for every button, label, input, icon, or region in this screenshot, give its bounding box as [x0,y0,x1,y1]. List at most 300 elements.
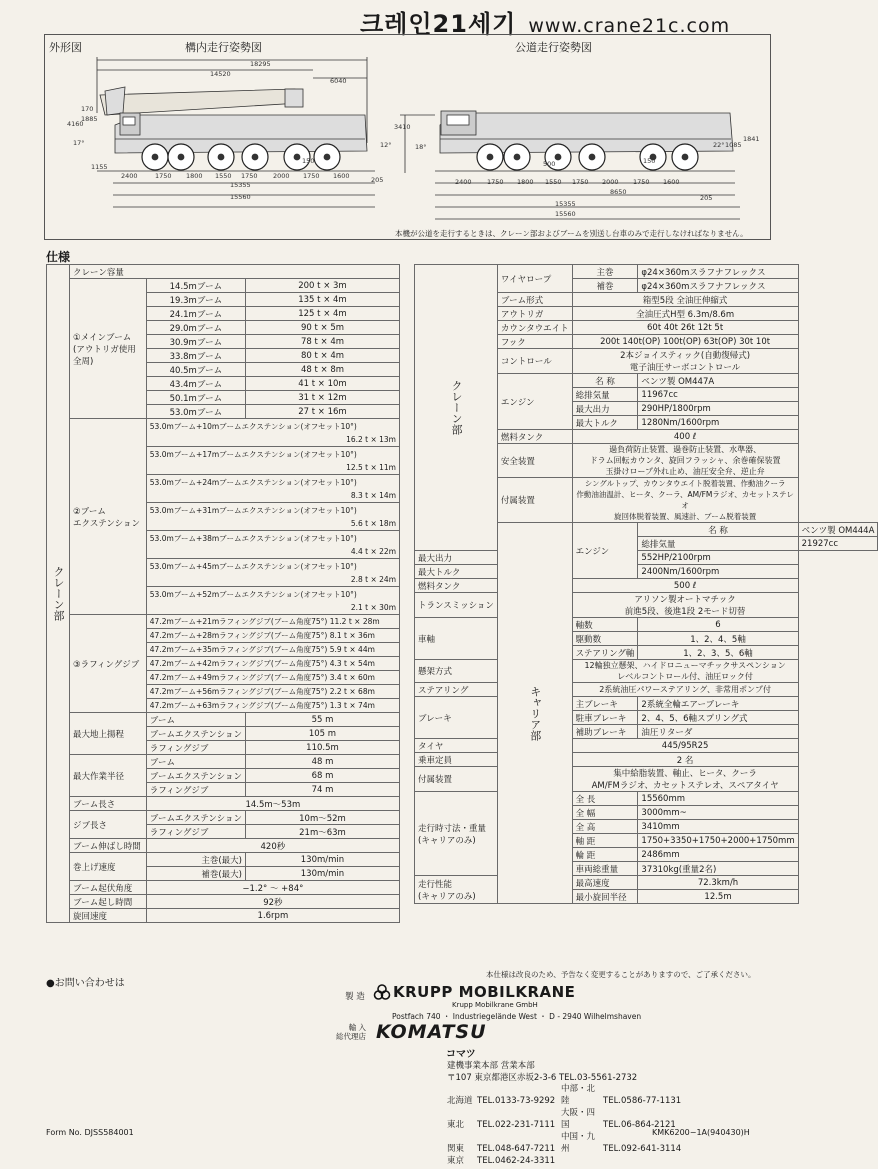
extension-capacity: 2.1 t × 30m [350,602,396,612]
table-row [47,895,400,909]
hook-label: フック [497,335,572,349]
yard-dim-h2: 170 [81,105,94,113]
office-list [447,1083,681,1167]
spec-value: 130m/min [245,867,399,881]
road-dim-500: 500 [543,160,556,168]
road-axle-dim: 1800 [517,178,534,186]
spec-title: 仕様 [46,250,71,264]
spec-value: 2400Nm/1600rpm [638,565,798,579]
seating-label: 乗車定員 [415,753,498,767]
manufacturer-label: 製 造 [345,992,365,1002]
spec-value: 10m〜52m [245,811,399,825]
spec-value: 37310kg(重量2名) [638,862,798,876]
office-area: 東京 [447,1156,465,1166]
table-row [415,683,878,697]
outrigger-label: アウトリガ [497,307,572,321]
jib-row [146,657,399,671]
spec-key: 総排気量 [572,388,638,402]
jib-length-label: ジブ長さ [70,811,147,839]
site-name: 크레인21세기 [360,10,517,38]
yard-dim-h3: 1885 [81,115,98,123]
office-area: 東北 [447,1120,465,1130]
spec-key: 主巻(最大) [146,853,245,867]
spec-value: 48 m [245,755,399,769]
extension-desc: 53.0mブーム+45mブームエクステンション(オフセット10°) [149,561,357,571]
spec-key: 全 幅 [572,806,638,820]
spec-key: 補助ブレーキ [572,725,638,739]
extension-row [146,531,399,559]
road-travel-note: 本機が公道を走行するときは、クレーン部およびブームを別送し台車のみで走行しなければなりません。 [395,229,748,238]
spec-key: 主巻 [572,265,638,279]
boom-length: 50.1mブーム [146,391,245,405]
boom-length: 30.9mブーム [146,335,245,349]
jib-desc: 47.2mブーム+28mラフィングジブ(ブーム角度75°) [149,631,328,640]
jib-desc: 47.2mブーム+49mラフィングジブ(ブーム角度75°) [149,673,328,682]
extension-desc: 53.0mブーム+31mブームエクステンション(オフセット10°) [149,505,357,515]
table-row [415,660,878,683]
table-row [415,876,878,890]
yard-axle-dim: 2000 [273,172,290,180]
extension-desc: 53.0mブーム+17mブームエクステンション(オフセット10°) [149,449,357,459]
outrigger-value: 全油圧式H型 6.3m/8.6m [572,307,798,321]
table-row [415,579,878,593]
boom-length: 29.0mブーム [146,321,245,335]
spec-key: 全 長 [572,792,638,806]
extension-capacity: 12.5 t × 11m [346,462,396,472]
travel-performance-label: 走行性能 (キャリアのみ) [415,876,498,904]
outline-label: 外形図 [49,41,82,54]
boom-capacity: 200 t × 3m [245,279,399,293]
yard-posture-label: 構内走行姿勢図 [185,41,262,54]
spec-value: 68 m [245,769,399,783]
spec-value: 2486mm [638,848,798,862]
office-tel: TEL.06-864-2121 [603,1120,676,1130]
table-row [47,615,400,629]
outline-drawing-box [44,34,771,240]
table-row [415,565,878,579]
crane-fuel-value: 400 ℓ [572,430,798,444]
lift-height-label: 最大地上揚程 [70,713,147,755]
transmission-value: アリソン製オートマチック 前進5段、後進1段 2モード切替 [572,593,798,618]
road-dim-length: 15355 [555,200,576,208]
road-dim-angle-rear: 22° [713,141,725,149]
derrick-angle-value: −1.2° 〜 +84° [146,881,399,895]
jib-row [146,671,399,685]
jib-row [146,615,399,629]
boom-capacity: 41 t × 10m [245,377,399,391]
yard-crane-diagram [45,53,405,223]
extension-desc: 53.0mブーム+52mブームエクステンション(オフセット10°) [149,589,357,599]
boom-length: 24.1mブーム [146,307,245,321]
yard-axle-dim: 2400 [121,172,138,180]
carrier-fuel-label: 燃料タンク [415,579,498,593]
boom-length: 14.5mブーム [146,279,245,293]
road-dim-total: 15560 [555,210,576,218]
counterweight-label: カウンタウエイト [497,321,572,335]
boom-capacity: 27 t × 16m [245,405,399,419]
carrier-accessories-label: 付属装置 [415,767,498,792]
derrick-angle-label: ブーム起伏角度 [70,881,147,895]
extension-row [146,559,399,587]
jib-capacity: 1.3 t × 74m [329,701,375,710]
spec-key: ラフィングジブ [146,783,245,797]
office-tel: TEL.092-641-3114 [603,1144,682,1154]
spec-value: 3410mm [638,820,798,834]
spec-key: 最大出力 [415,551,498,565]
spec-value: ベンツ製 OM444A [798,523,878,537]
tire-value: 445/95R25 [572,739,798,753]
krupp-address: Postfach 740 ・ Industriegelände West ・ D - 2940 Wilhelmshaven [392,1012,642,1021]
spec-key: 最大トルク [415,565,498,579]
crane-fuel-label: 燃料タンク [497,430,572,444]
extension-desc: 53.0mブーム+10mブームエクステンション(オフセット10°) [149,421,357,431]
spec-value: 2系統全輪エアーブレーキ [638,697,798,711]
suspension-label: 懸架方式 [415,660,498,683]
jib-capacity: 2.2 t × 68m [329,687,375,696]
spec-key: 名 称 [572,374,638,388]
office-area: 中国・九州 [561,1132,596,1154]
jib-desc: 47.2mブーム+21mラフィングジブ(ブーム角度75°) [149,617,328,626]
spec-key: 補巻(最大) [146,867,245,881]
spec-key: 最大出力 [572,402,638,416]
office-tel: TEL.048-647-7211 [477,1144,556,1154]
office-area: 大阪・四国 [561,1108,596,1130]
spec-value: 21927cc [798,537,878,551]
department: 建機事業本部 営業本部 [447,1061,535,1071]
spec-key: ラフィングジブ [146,741,245,755]
table-row [47,909,400,923]
spec-value: 105 m [245,727,399,741]
spec-key: 最小旋回半径 [572,890,638,904]
derrick-time-label: ブーム起し時間 [70,895,147,909]
spec-value: 1、2、4、5軸 [638,632,798,646]
spec-value: 15560mm [638,792,798,806]
extension-row [146,475,399,503]
spec-value: 6 [638,618,798,632]
suspension-value: 12輪独立懸架、ハイドロニューマチックサスペンション レベルコントロール付、油圧ロック付 [572,660,798,683]
table-row [47,853,400,867]
office-area: 関東 [447,1144,465,1154]
wire-rope-label: ワイヤロープ [497,265,572,293]
spec-value: 290HP/1800rpm [638,402,798,416]
table-row [415,767,878,792]
extension-desc: 53.0mブーム+24mブームエクステンション(オフセット10°) [149,477,357,487]
komatsu-logo: KOMATSU [376,1021,487,1043]
axle-label: 車軸 [415,618,498,660]
derrick-time-value: 92秒 [146,895,399,909]
spec-value: 1、2、3、5、6軸 [638,646,798,660]
road-dim-tail: 205 [700,194,713,202]
office-tel: TEL.0462-24-3311 [477,1156,556,1166]
jib-desc: 47.2mブーム+56mラフィングジブ(ブーム角度75°) [149,687,328,696]
yard-dim-height: 4160 [67,120,84,128]
extension-row [146,447,399,475]
table-row [415,618,878,632]
jib-desc: 47.2mブーム+42mラフィングジブ(ブーム角度75°) [149,659,328,668]
table-row [47,839,400,853]
crane-engine-label: エンジン [497,374,572,430]
spec-value: 12.5m [638,890,798,904]
jib-label: ③ラフィングジブ [70,615,147,713]
carrier-engine-label: エンジン [572,523,638,579]
spec-key: ラフィングジブ [146,825,245,839]
table-row [47,265,400,279]
jib-capacity: 3.4 t × 60m [329,673,375,682]
spec-value: 3000mm~ [638,806,798,820]
spec-value: 72.3km/h [638,876,798,890]
extension-capacity: 8.3 t × 14m [350,490,396,500]
spec-key: 最高速度 [572,876,638,890]
boom-type-label: ブーム形式 [497,293,572,307]
office-row [447,1083,681,1107]
carrier-category-label: キャリア部 [497,523,572,904]
krupp-logo: KRUPP MOBILKRANE [393,983,576,1001]
spec-key: 総排気量 [638,537,798,551]
road-axle-dim: 1750 [572,178,589,186]
yard-axle-dim: 1550 [215,172,232,180]
table-row [415,551,878,565]
spec-key: 軸 距 [572,834,638,848]
form-number: Form No. DJSS584001 [46,1128,134,1137]
office-area: 北海道 [447,1096,473,1106]
spec-value: 2、4、5、6軸スプリング式 [638,711,798,725]
jib-capacity: 11.2 t × 28m [329,617,380,626]
crane-category-label: クレーン部 [415,265,498,551]
table-row [47,713,400,727]
swing-speed-value: 1.6rpm [146,909,399,923]
crane-accessories-label: 付属装置 [497,478,572,523]
road-carrier-diagram [395,53,770,223]
road-axle-dim: 2400 [455,178,472,186]
safety-label: 安全装置 [497,444,572,478]
road-dim-h5: 1085 [725,141,742,149]
extend-time-value: 420秒 [146,839,399,853]
jib-row [146,629,399,643]
capacity-header: クレーン容量 [70,265,400,279]
spec-value: 74 m [245,783,399,797]
table-row [47,811,400,825]
spec-value: φ24×360mスラフナフレックス [638,265,798,279]
crane-category-label: クレーン部 [47,265,70,923]
safety-value: 過負荷防止装置、過巻防止装置、水準器、 ドラム回転カウンタ、旋回フラッシャ、余巻確保装置 玉掛けロープ外れ止め、油圧安全弁、逆止弁 [572,444,798,478]
spec-value: 1750+3350+1750+2000+1750mm [638,834,798,848]
hook-value: 200t 140t(OP) 100t(OP) 63t(OP) 30t 10t [572,335,798,349]
spec-key: 全 高 [572,820,638,834]
table-row [415,697,878,711]
extension-capacity: 16.2 t × 13m [346,434,396,444]
spec-key: 補巻 [572,279,638,293]
boom-type-value: 箱型5段 全油圧伸縮式 [572,293,798,307]
krupp-company: Krupp Mobilkrane GmbH [452,1001,538,1009]
spec-value: 552HP/2100rpm [638,551,798,565]
table-row [415,265,878,279]
table-row [47,881,400,895]
yard-dim-overall: 18295 [250,60,271,68]
boom-capacity: 80 t × 4m [245,349,399,363]
jib-desc: 47.2mブーム+63mラフィングジブ(ブーム角度75°) [149,701,328,710]
spec-value: 1280Nm/1600rpm [638,416,798,430]
spec-value: ベンツ製 OM447A [638,374,798,388]
yard-dim-rear: 6040 [330,77,347,85]
table-row [47,279,400,293]
boom-capacity: 31 t × 12m [245,391,399,405]
crane-spec-table-left [46,264,400,923]
brake-label: ブレーキ [415,697,498,739]
head-office: 〒107 東京都港区赤坂2-3-6 TEL.03-5561-2732 [447,1073,638,1083]
crane-spec-table-right [414,264,878,904]
extension-label: ②ブーム エクステンション [70,419,147,615]
spec-key: 名 称 [638,523,798,537]
carrier-fuel-value: 500 ℓ [572,579,798,593]
spec-key: 最大トルク [572,416,638,430]
boom-length: 33.8mブーム [146,349,245,363]
yard-dim-total: 15560 [230,193,251,201]
office-row [447,1107,681,1131]
spec-value: 21m〜63m [245,825,399,839]
boom-capacity: 48 t × 8m [245,363,399,377]
boom-capacity: 90 t × 5m [245,321,399,335]
jib-capacity: 4.3 t × 54m [329,659,375,668]
yard-dim-boom: 14520 [210,70,231,78]
jib-capacity: 8.1 t × 36m [329,631,375,640]
yard-axle-dim: 1750 [303,172,320,180]
spec-value: 11967cc [638,388,798,402]
road-axle-dim: 1600 [663,178,680,186]
yard-axle-dim: 1600 [333,172,350,180]
spec-key: 軸数 [572,618,638,632]
spec-key: ステアリング軸 [572,646,638,660]
yard-dim-front-overhang: 1155 [91,163,108,171]
tire-label: タイヤ [415,739,498,753]
spec-key: 車両総重量 [572,862,638,876]
krupp-rings-icon [374,984,390,1000]
crane-accessories-value: シングルトップ、カウンタウエイト脱着装置、作動油クーラ 作動油油温計、ヒータ、クーラ、AM/FMラジオ、カセットステレオ 旋回体脱着装置、風速計、ブーム脱着装置 [572,478,798,523]
spec-key: ブーム [146,713,245,727]
main-boom-label: ①メインブーム (アウトリガ使用全周) [70,279,147,419]
yard-dim-150: 150 [302,157,315,165]
office-tel: TEL.0586-77-1131 [603,1096,682,1106]
office-row [447,1155,681,1167]
table-row [47,755,400,769]
boom-capacity: 135 t × 4m [245,293,399,307]
steering-label: ステアリング [415,683,498,697]
jib-row [146,685,399,699]
jib-row [146,699,399,713]
swing-speed-label: 旋回速度 [70,909,147,923]
spec-value: 110.5m [245,741,399,755]
boom-length: 43.4mブーム [146,377,245,391]
transmission-label: トランスミッション [415,593,498,618]
road-posture-label: 公道走行姿勢図 [515,41,592,54]
extension-desc: 53.0mブーム+38mブームエクステンション(オフセット10°) [149,533,357,543]
road-axle-dim: 1550 [545,178,562,186]
travel-dims-label: 走行時寸法・重量 (キャリアのみ) [415,792,498,876]
yard-axle-dim: 1750 [155,172,172,180]
control-value: 2本ジョイスティック(自動復帰式) 電子油圧サーボコントロール [572,349,798,374]
spec-key: ブームエクステンション [146,769,245,783]
boom-length: 53.0mブーム [146,405,245,419]
hoist-speed-label: 巻上げ速度 [70,853,147,881]
table-row [415,792,878,806]
boom-capacity: 125 t × 4m [245,307,399,321]
spec-key: 駆動数 [572,632,638,646]
spec-value: 130m/min [245,853,399,867]
spec-value: φ24×360mスラフナフレックス [638,279,798,293]
yard-dim-angle-rear: 12° [380,141,392,149]
jib-capacity: 5.9 t × 44m [329,645,375,654]
extension-row [146,503,399,531]
boom-capacity: 78 t × 4m [245,335,399,349]
spec-value: 55 m [245,713,399,727]
extension-capacity: 5.6 t × 18m [350,518,396,528]
yard-dim-length: 15355 [230,181,251,189]
extension-capacity: 2.8 t × 24m [350,574,396,584]
yard-dim-angle-front: 17° [73,139,85,147]
office-tel: TEL.022-231-7111 [477,1120,556,1130]
road-dim-angle-front: 18° [415,143,427,151]
road-dim-h3: 1841 [743,135,760,143]
road-axle-dim: 1750 [487,178,504,186]
site-url: www.crane21c.com [528,15,731,37]
extension-row [146,587,399,615]
seating-value: 2 名 [572,753,798,767]
road-axle-dim: 1750 [633,178,650,186]
change-notice: 本仕様は改良のため、予告なく変更することがありますので、ご了承ください。 [486,970,756,979]
importer-label: 輸 入 総代理店 [336,1023,366,1041]
table-row [415,739,878,753]
spec-key: ブームエクステンション [146,811,245,825]
jib-row [146,643,399,657]
office-area: 中部・北陸 [561,1084,596,1106]
yard-axle-dim: 1800 [186,172,203,180]
boom-length: 19.3mブーム [146,293,245,307]
table-row [415,593,878,618]
control-label: コントロール [497,349,572,374]
contact-label: ●お問い合わせは [46,978,125,989]
extension-row [146,419,399,447]
carrier-accessories-value: 集中給脂装置、軸止、ヒータ、クーラ AM/FMラジオ、カセットステレオ、スペアタイヤ [572,767,798,792]
boom-length-value: 14.5m〜53m [146,797,399,811]
spec-key: 輪 距 [572,848,638,862]
boom-length: 40.5mブーム [146,363,245,377]
road-axle-dim: 2000 [602,178,619,186]
extension-capacity: 4.4 t × 22m [350,546,396,556]
spec-value: 油圧リターダ [638,725,798,739]
table-row [415,753,878,767]
road-dim-8650: 8650 [610,188,627,196]
steering-value: 2系統油圧パワーステアリング、非常用ポンプ付 [572,683,798,697]
office-tel: TEL.0133-73-9292 [477,1096,556,1106]
counterweight-value: 60t 40t 26t 12t 5t [572,321,798,335]
jib-desc: 47.2mブーム+35mラフィングジブ(ブーム角度75°) [149,645,328,654]
document-code: KMK6200−1A(940430)H [652,1128,750,1137]
road-dim-150: 150 [643,157,656,165]
spec-key: ブームエクステンション [146,727,245,741]
spec-key: 駐車ブレーキ [572,711,638,725]
komatsu-kana: コマツ [446,1049,476,1060]
yard-axle-dim: 1750 [241,172,258,180]
road-dim-height: 3410 [394,123,411,131]
extend-time-label: ブーム伸ばし時間 [70,839,147,853]
yard-dim-tail: 205 [371,176,384,184]
spec-key: ブーム [146,755,245,769]
boom-length-label: ブーム長さ [70,797,147,811]
table-row [47,419,400,447]
radius-label: 最大作業半径 [70,755,147,797]
spec-key: 主ブレーキ [572,697,638,711]
table-row [47,797,400,811]
office-row [447,1131,681,1155]
